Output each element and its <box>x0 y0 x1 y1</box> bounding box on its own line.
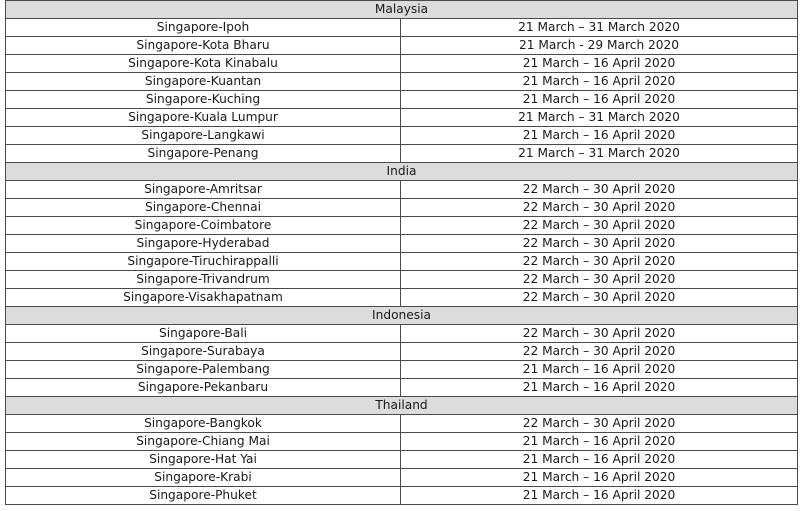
route-cell: Singapore-Visakhapatnam <box>6 289 401 307</box>
country-header: Malaysia <box>6 1 798 19</box>
country-header: Indonesia <box>6 307 798 325</box>
table-row <box>6 73 798 91</box>
date-range-cell: 22 March – 30 April 2020 <box>401 217 798 235</box>
table-row <box>6 325 798 343</box>
date-range-cell: 22 March – 30 April 2020 <box>401 253 798 271</box>
route-cell: Singapore-Bangkok <box>6 415 401 433</box>
date-range-cell: 21 March – 16 April 2020 <box>401 127 798 145</box>
route-cell: Singapore-Krabi <box>6 469 401 487</box>
table-row <box>6 451 798 469</box>
table-row <box>6 127 798 145</box>
table-row <box>6 91 798 109</box>
route-cell: Singapore-Kuching <box>6 91 401 109</box>
table-row <box>6 199 798 217</box>
date-range-cell: 22 March – 30 April 2020 <box>401 199 798 217</box>
date-range-cell: 21 March – 16 April 2020 <box>401 91 798 109</box>
route-cell: Singapore-Kuala Lumpur <box>6 109 401 127</box>
date-range-cell: 22 March – 30 April 2020 <box>401 271 798 289</box>
date-range-cell: 22 March – 30 April 2020 <box>401 289 798 307</box>
table-row <box>6 433 798 451</box>
route-cell: Singapore-Chiang Mai <box>6 433 401 451</box>
table-row <box>6 343 798 361</box>
table-body <box>6 1 798 505</box>
route-cell: Singapore-Tiruchirappalli <box>6 253 401 271</box>
route-cell: Singapore-Bali <box>6 325 401 343</box>
date-range-cell: 22 March – 30 April 2020 <box>401 235 798 253</box>
table-row <box>6 361 798 379</box>
date-range-cell: 21 March – 16 April 2020 <box>401 361 798 379</box>
table-row <box>6 109 798 127</box>
table-row <box>6 271 798 289</box>
route-cell: Singapore-Kota Bharu <box>6 37 401 55</box>
table-row <box>6 37 798 55</box>
country-header-row <box>6 1 798 19</box>
date-range-cell: 21 March – 16 April 2020 <box>401 469 798 487</box>
date-range-cell: 21 March – 16 April 2020 <box>401 433 798 451</box>
route-cell: Singapore-Coimbatore <box>6 217 401 235</box>
country-header-row <box>6 307 798 325</box>
route-cell: Singapore-Hyderabad <box>6 235 401 253</box>
route-suspension-table <box>5 0 798 505</box>
country-header-row <box>6 397 798 415</box>
table-row <box>6 253 798 271</box>
route-cell: Singapore-Kota Kinabalu <box>6 55 401 73</box>
date-range-cell: 21 March – 31 March 2020 <box>401 109 798 127</box>
table-row <box>6 415 798 433</box>
route-cell: Singapore-Amritsar <box>6 181 401 199</box>
route-cell: Singapore-Surabaya <box>6 343 401 361</box>
country-header: India <box>6 163 798 181</box>
date-range-cell: 21 March - 29 March 2020 <box>401 37 798 55</box>
date-range-cell: 22 March – 30 April 2020 <box>401 325 798 343</box>
date-range-cell: 21 March – 16 April 2020 <box>401 487 798 505</box>
route-cell: Singapore-Hat Yai <box>6 451 401 469</box>
table-row <box>6 469 798 487</box>
route-cell: Singapore-Palembang <box>6 361 401 379</box>
route-cell: Singapore-Langkawi <box>6 127 401 145</box>
table-row <box>6 19 798 37</box>
table-row <box>6 235 798 253</box>
table-row <box>6 289 798 307</box>
route-cell: Singapore-Kuantan <box>6 73 401 91</box>
date-range-cell: 22 March – 30 April 2020 <box>401 415 798 433</box>
table-row <box>6 487 798 505</box>
country-header-row <box>6 163 798 181</box>
date-range-cell: 21 March – 16 April 2020 <box>401 451 798 469</box>
table-row <box>6 181 798 199</box>
route-cell: Singapore-Pekanbaru <box>6 379 401 397</box>
date-range-cell: 21 March – 16 April 2020 <box>401 73 798 91</box>
date-range-cell: 22 March – 30 April 2020 <box>401 343 798 361</box>
table-row <box>6 55 798 73</box>
date-range-cell: 21 March – 31 March 2020 <box>401 145 798 163</box>
route-cell: Singapore-Penang <box>6 145 401 163</box>
route-cell: Singapore-Trivandrum <box>6 271 401 289</box>
date-range-cell: 22 March – 30 April 2020 <box>401 181 798 199</box>
table-row <box>6 217 798 235</box>
table-row <box>6 379 798 397</box>
route-cell: Singapore-Chennai <box>6 199 401 217</box>
table-row <box>6 145 798 163</box>
date-range-cell: 21 March – 16 April 2020 <box>401 379 798 397</box>
route-cell: Singapore-Phuket <box>6 487 401 505</box>
date-range-cell: 21 March – 31 March 2020 <box>401 19 798 37</box>
route-cell: Singapore-Ipoh <box>6 19 401 37</box>
date-range-cell: 21 March – 16 April 2020 <box>401 55 798 73</box>
country-header: Thailand <box>6 397 798 415</box>
